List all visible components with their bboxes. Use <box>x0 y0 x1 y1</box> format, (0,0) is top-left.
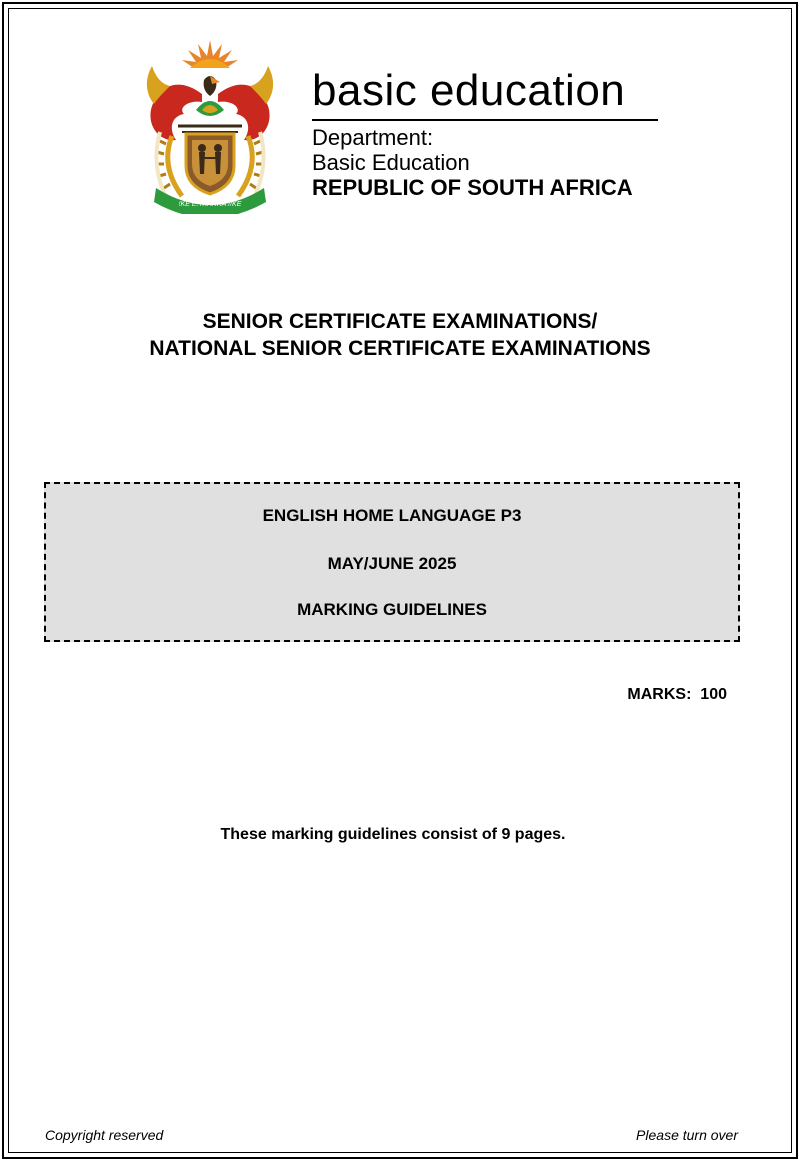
document-type-label: MARKING GUIDELINES <box>297 600 487 619</box>
exam-title-line1: SENIOR CERTIFICATE EXAMINATIONS/ <box>202 310 598 333</box>
session-label: MAY/JUNE 2025 <box>327 554 457 573</box>
copyright-notice: Copyright reserved <box>45 1127 164 1143</box>
department-branding <box>312 66 658 200</box>
total-marks: MARKS: 100 <box>627 686 727 703</box>
department-label: Department: <box>312 125 434 150</box>
coat-of-arms-logo <box>138 36 282 214</box>
sun-icon <box>182 40 238 68</box>
paper-info-box <box>44 482 740 642</box>
country-name: REPUBLIC OF SOUTH AFRICA <box>312 175 633 200</box>
exam-title-line2: NATIONAL SENIOR CERTIFICATE EXAMINATIONS <box>149 337 651 360</box>
crest-motto: !KE E: /XARRA //KE <box>178 201 242 208</box>
pages-note: These marking guidelines consist of 9 pages. <box>220 826 566 843</box>
exam-title <box>0 308 800 362</box>
department-name: Basic Education <box>312 150 470 175</box>
subject-label: ENGLISH HOME LANGUAGE P3 <box>262 506 522 525</box>
brand-title: basic education <box>312 66 658 121</box>
turn-over-notice: Please turn over <box>636 1127 738 1143</box>
